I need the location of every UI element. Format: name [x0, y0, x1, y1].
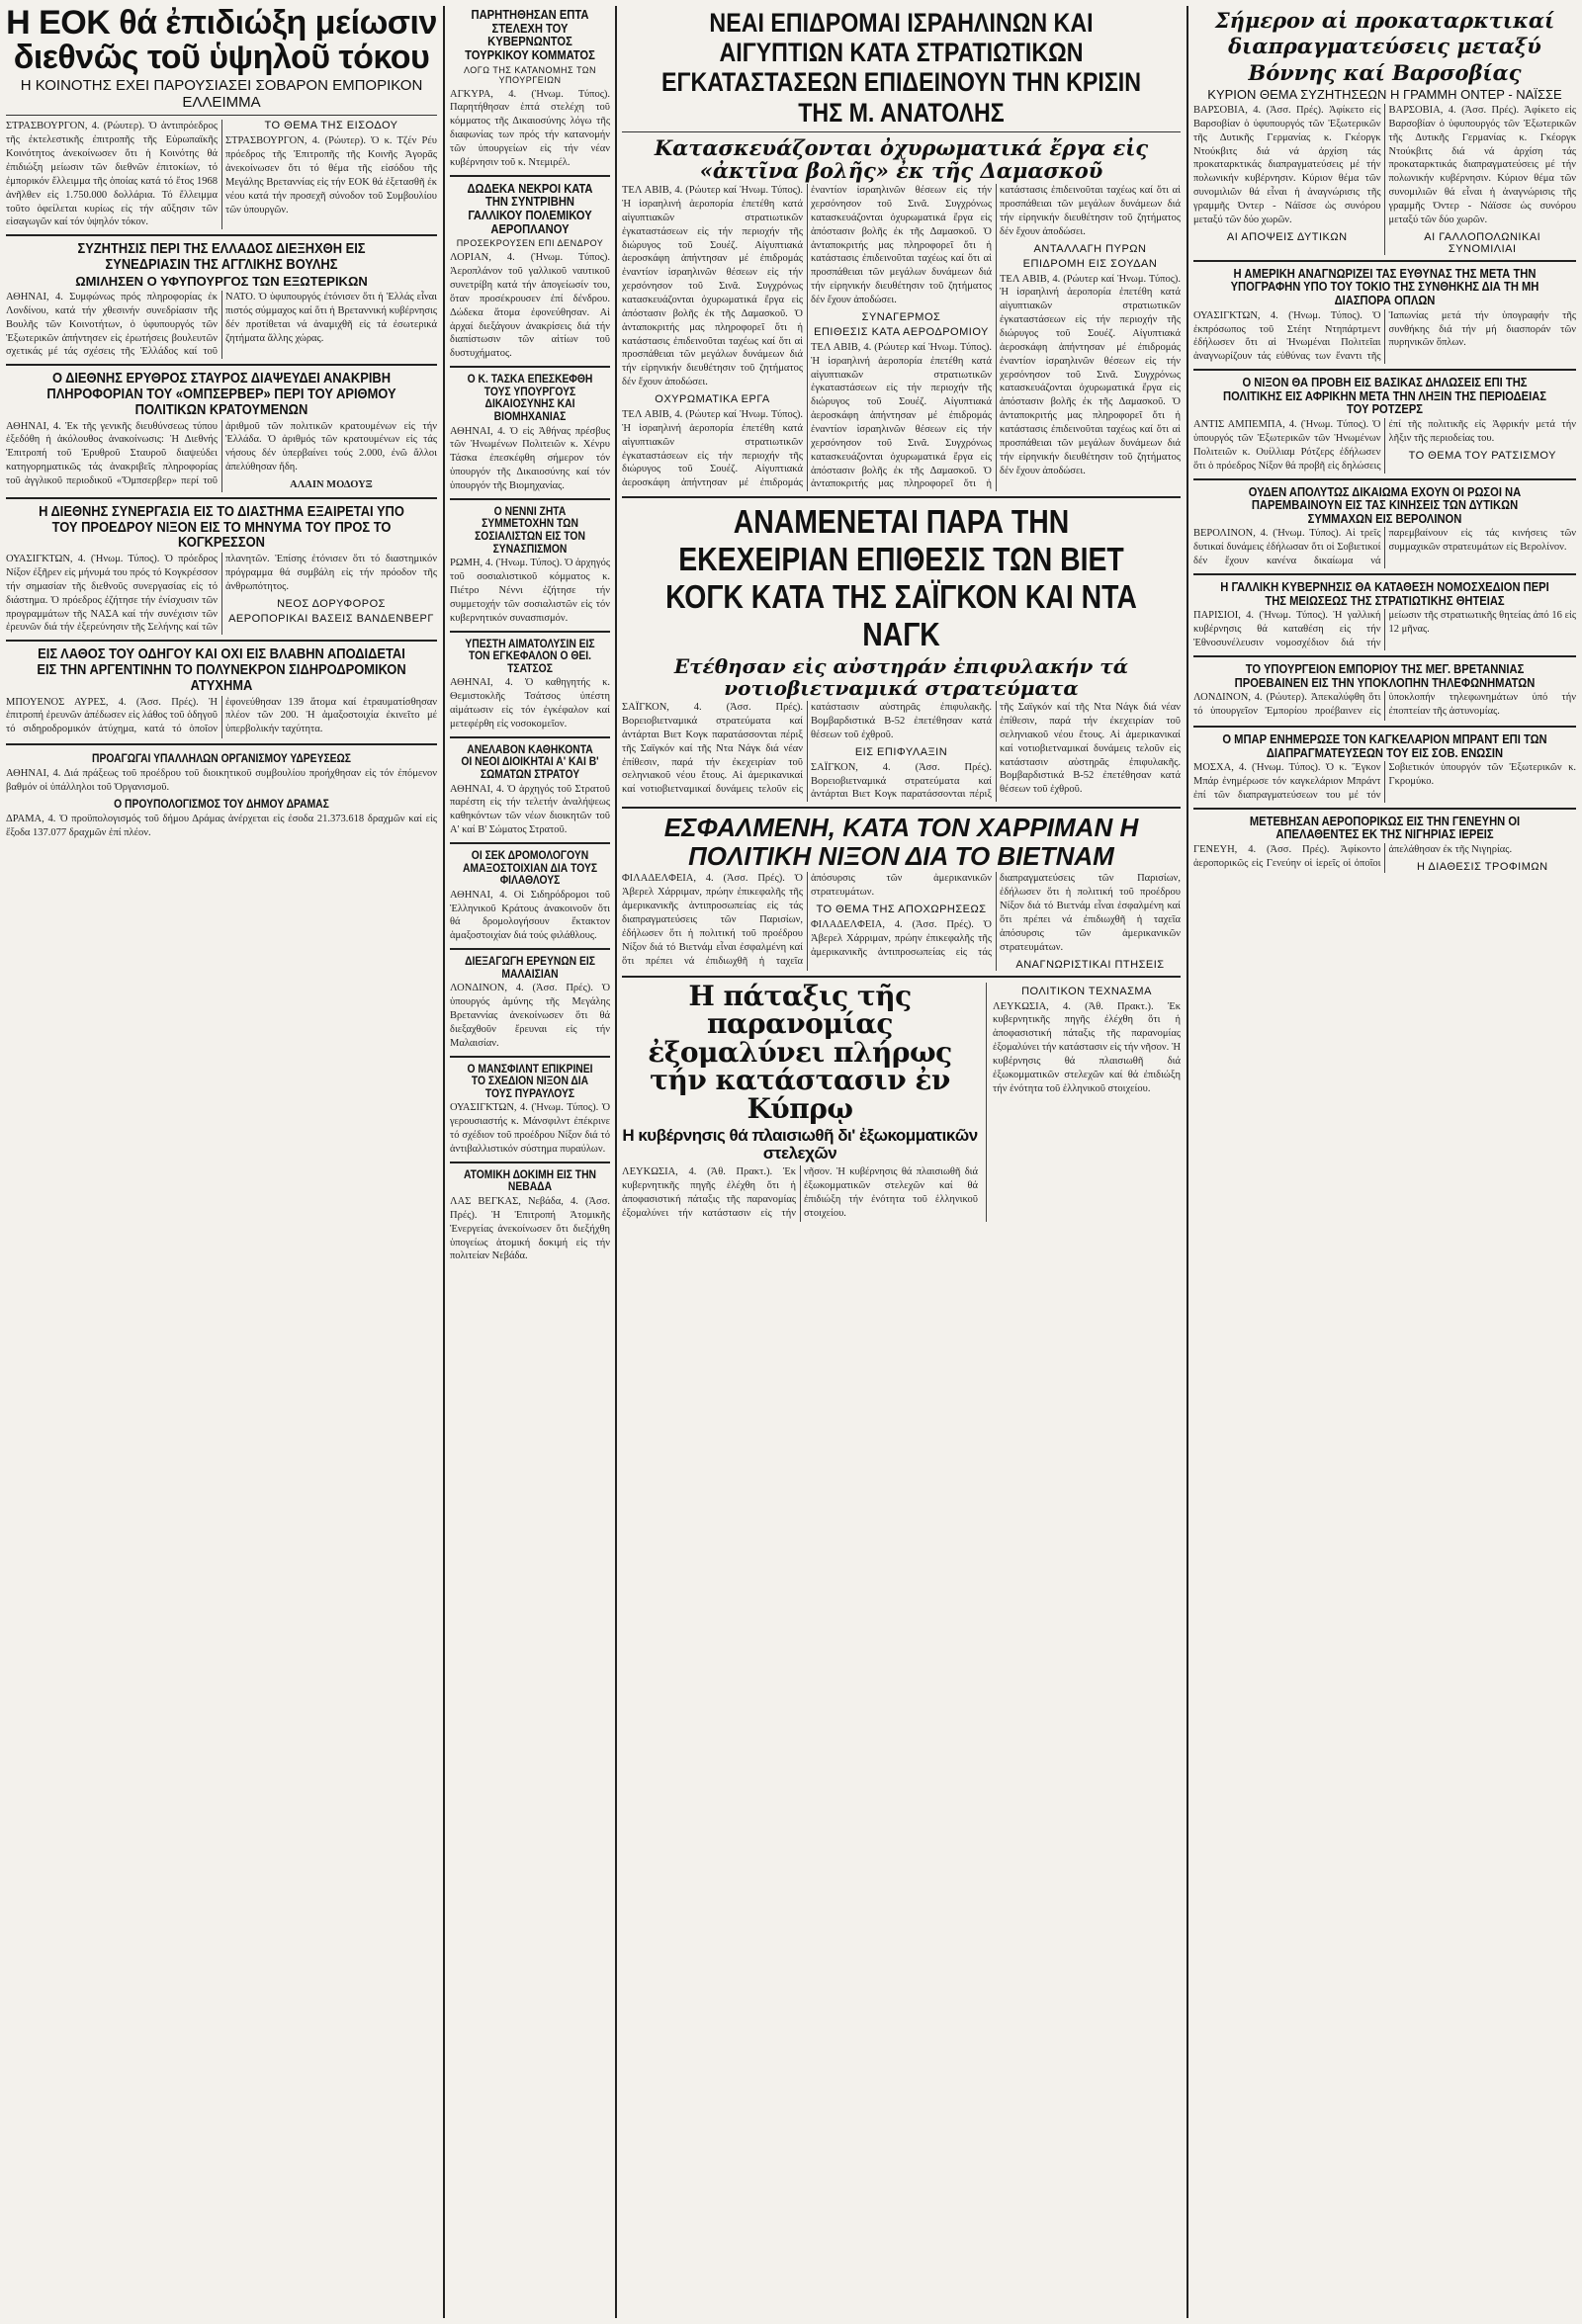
space-rubric-1: ΝΕΟΣ ΔΟΡΥΦΟΡΟΣ — [277, 597, 386, 610]
divider — [450, 631, 610, 633]
eok-rubric: ΤΟ ΘΕΜΑ ΤΗΣ ΕΙΣΟΔΟΥ — [264, 120, 398, 132]
cyprus-body: ΛΕΥΚΩΣΙΑ, 4. (Ἀθ. Πρακτ.). Ἐκ κυβερνητικῆς πηγῆς ἐλέχθη ὅτι ἡ ἀποφασιστική πάταξις τῆς παρανομίας ἐξομαλύνει τήν κατάστασιν εἰς τήν νῆσον. Ἡ κυβέρνησις θά πλαισιωθῆ διά ἐξωκομματικῶν στελεχῶν καί θά ἐπιδιώξη τήν ἐνότητα τοῦ ἑλληνικοῦ στοιχείου. — [622, 1165, 978, 1219]
harriman-headline: ΕΣΦΑΛΜΕΝΗ, ΚΑΤΑ ΤΟΝ ΧΑΡΡΙΜΑΝ Η ΠΟΛΙΤΙΚΗ ΝΙΞΟΝ ΔΙΑ ΤΟ ΒΙΕΤΝΑΜ — [663, 813, 1139, 871]
divider — [622, 131, 1181, 132]
blood-headline: ΥΠΕΣΤΗ ΑΙΜΑΤΟΛΥΣΙΝ ΕΙΣ ΤΟΝ ΕΓΚΕΦΑΛΟΝ Ο ΘΕΙ. ΤΣΑΤΣΟΣ — [465, 636, 595, 675]
malaysia-headline: ΔΙΕΞΑΓΩΓΗ ΕΡΕΥΝΩΝ ΕΙΣ ΜΑΛΑΙΣΙΑΝ — [465, 954, 595, 981]
divider — [450, 175, 610, 177]
npt-body: ΟΥΑΣΙΓΚΤΩΝ, 4. (Ἡνωμ. Τύπος). Ὁ ἐκπρόσωπος τοῦ Στέητ Ντηπάρτμεντ ἐδήλωσεν ὅτι αἱ Ἡνωμέναι Πολιτεῖαι ἀναγνωρίζουν τάς εὐθύνας των ἔναντι τῆς Ἰαπωνίας μετά τήν ὑπογραφήν τῆς συνθήκης διά τήν μή διασποράν τῶν πυρηνικῶν ὅπλων. — [1193, 309, 1576, 363]
main-body-repeat-1: ΤΕΛ ΑΒΙΒ, 4. (Ρώυτερ καί Ἡνωμ. Τύπος). Ἡ ἰσραηλινή ἀεροπορία ἐπετέθη κατά αἰγυπτιακῶν στρατιωτικῶν ἐγκαταστάσεων εἰς τήν περιοχήν τῆς διώρυγος τοῦ Σουέζ. Αἰγυπτιακά ἀεροσκάφη ἀπήντησαν μέ ἐπιδρομάς ἐναντίον ἰσραηλινῶν θέσεων εἰς τήν χερσόνησον τοῦ Σινᾶ. Συγχρόνως κατασκευάζονται ὀχυρωματικά ἔργα εἰς ἀπόστασιν βολῆς ἐκ τῆς Δαμασκοῦ. Ὁ ἀνταποκριτής μας πληροφορεῖ ὅτι ἡ κατάστασις ἐπιδεινοῦται ταχέως καί ὅτι αἱ προσπάθειαι τῶν μεγάλων δυνάμεων διά τήν εἰρηνικήν διευθέτησιν τοῦ ζητήματος δέν ἔχουν ἀποδώσει. — [622, 185, 992, 489]
harriman-rubric-2: ΑΝΑΓΝΩΡΙΣΤΙΚΑΙ ΠΤΗΣΕΙΣ — [1015, 958, 1165, 971]
space-rubric-2: ΑΕΡΟΠΟΡΙΚΑΙ ΒΑΣΕΙΣ ΒΑΝΔΕΝΒΕΡΓ — [228, 612, 434, 625]
france-body: ΠΑΡΙΣΙΟΙ, 4. (Ἡνωμ. Τύπος). Ἡ γαλλική κυβέρνησις θά καταθέση εἰς τήν Ἐθνοσυνέλευσιν νομοσχέδιον διά τήν μείωσιν τῆς στρατιωτικῆς θητείας ἀπό 16 εἰς 12 μῆνας. — [1193, 610, 1576, 648]
main-rubric-5: ΕΠΙΔΡΟΜΗ ΕΙΣ ΣΟΥΔΑΝ — [1022, 257, 1158, 270]
mansfield-headline: Ο ΜΑΝΣΦΙΛΝΤ ΕΠΙΚΡΙΝΕΙ ΤΟ ΣΧΕΔΙΟΝ ΝΙΞΟΝ ΔΙΑ ΤΟΥΣ ΠΥΡΑΥΛΟΥΣ — [467, 1061, 593, 1100]
water-brief — [6, 750, 437, 844]
vietcong-body: ΣΑΪΓΚΟΝ, 4. (Ἀσσ. Πρές). Βορειοβιετναμικά στρατεύματα καί ἀντάρται Βιετ Κογκ παρατάσσονται πέριξ τῆς Σαϊγκόν καί τῆς Ντα Νάγκ διά νέαν ἐπίθεσιν, παρά τήν ἐκεχειρίαν τοῦ σεληνιακοῦ νέου ἔτους. Αἱ ἀμερικανικαί καί νοτιοβιετναμικαί δυνάμεις τελοῦν εἰς κατάστασιν αὐστηρᾶς ἐπιφυλακῆς. Βομβαρδιστικά Β-52 ἐπετέθησαν κατά θέσεων τοῦ ἐχθροῦ. — [622, 702, 992, 796]
main-article — [622, 184, 1181, 491]
water-headline: ΠΡΟΑΓΩΓΑΙ ΥΠΑΛΛΗΛΩΝ ΟΡΓΑΝΙΣΜΟΥ ΥΔΡΕΥΣΕΩΣ — [91, 751, 352, 766]
main-headline: ΝΕΑΙ ΕΠΙΔΡΟΜΑΙ ΙΣΡΑΗΛΙΝΩΝ ΚΑΙ ΑΙΓΥΠΤΙΩΝ ΚΑΤΑ ΣΤΡΑΤΙΩΤΙΚΩΝ ΕΓΚΑΤΑΣΤΑΣΕΩΝ ΕΠΙΔΕΙΝΟΥΝ ΤΗΝ ΚΡΙΣΙΝ ΤΗΣ Μ. ΑΝΑΤΟΛΗΣ — [661, 8, 1141, 128]
divider — [622, 976, 1181, 978]
npt-headline: Η ΑΜΕΡΙΚΗ ΑΝΑΓΝΩΡΙΖΕΙ ΤΑΣ ΕΥΘΥΝΑΣ ΤΗΣ ΜΕΤΑ ΤΗΝ ΥΠΟΓΡΑΦΗΝ ΥΠΟ ΤΟΥ ΤΟΚΙΟ ΤΗΣ ΣΥΝΘΗΚΗΣ ΔΙΑ ΤΗ ΜΗ ΔΙΑΣΠΟΡΑ ΟΠΛΩΝ — [1230, 265, 1539, 308]
cyprus-rubric: ΠΟΛΙΤΙΚΟΝ ΤΕΧΝΑΣΜΑ — [1021, 985, 1152, 997]
budget-headline: Ο ΠΡΟΥΠΟΛΟΓΙΣΜΟΣ ΤΟΥ ΔΗΜΟΥ ΔΡΑΜΑΣ — [114, 797, 329, 812]
redcross-article — [6, 420, 437, 492]
turkey-subheadline: ΛΟΓΩ ΤΗΣ ΚΑΤΑΝΟΜΗΣ ΤΩΝ ΥΠΟΥΡΓΕΙΩΝ — [463, 64, 597, 85]
mansfield-body: ΟΥΑΣΙΓΚΤΩΝ, 4. (Ἡνωμ. Τύπος). Ὁ γερουσιαστής κ. Μάνσφιλντ ἐπέκρινε τό σχέδιον τοῦ προέδρου Νίξον διά τό ἀντιβαλλιστικόν σύστημα πυραύλων. — [450, 1102, 610, 1155]
africa-headline: Ο ΝΙΞΟΝ ΘΑ ΠΡΟΒΗ ΕΙΣ ΒΑΣΙΚΑΣ ΔΗΛΩΣΕΙΣ ΕΠΙ ΤΗΣ ΠΟΛΙΤΙΚΗΣ ΕΙΣ ΑΦΡΙΚΗΝ ΜΕΤΑ ΤΗΝ ΛΗΞΙΝ ΤΗΣ ΠΕΡΙΟΔΕΙΑΣ ΤΟΥ ΡΟΤΖΕΡΣ — [1223, 375, 1546, 417]
eok-article — [6, 120, 437, 229]
divider — [1193, 369, 1576, 371]
nenni-headline: Ο ΝΕΝΝΙ ΖΗΤΑ ΣΥΜΜΕΤΟΧΗΝ ΤΩΝ ΣΟΣΙΑΛΙΣΤΩΝ ΕΙΣ ΤΟΝ ΣΥΝΑΣΠΙΣΜΟΝ — [475, 503, 585, 556]
divider — [6, 743, 437, 745]
talks-article — [1193, 104, 1576, 255]
berlin-headline: ΟΥΔΕΝ ΑΠΟΛΥΤΩΣ ΔΙΚΑΙΩΜΑ ΕΧΟΥΝ ΟΙ ΡΩΣΟΙ ΝΑ ΠΑΡΕΜΒΑΙΝΟΥΝ ΕΙΣ ΤΑΣ ΚΙΝΗΣΕΙΣ ΤΩΝ ΔΥΤΙΚΩΝ ΣΥΜΜΑΧΩΝ ΕΙΣ ΒΕΡΟΛΙΝΟΝ — [1248, 483, 1522, 526]
space-body: ΟΥΑΣΙΓΚΤΩΝ, 4. (Ἡνωμ. Τύπος). Ὁ πρόεδρος Νίξον ἐξῆρεν εἰς μήνυμά του πρός τό Κογκρέσσον τήν σημασίαν τῆς διεθνοῦς συνεργασίας εἰς τό διάστημα. Ὁ πρόεδρος ἐζήτησε τήν ἐνίσχυσιν τῶν προγραμμάτων τῆς ΝΑΣΑ καί τήν συνέχισιν τῶν ἐρευνῶν διά τήν ἐξερεύνησιν τῆς Σελήνης καί τῶν πλανητῶν. Ἐπίσης ἐτόνισεν ὅτι τό διαστημικόν πρόγραμμα θά συμβάλη εἰς τήν πρόοδον τῆς ἀνθρωπότητος. — [6, 554, 437, 634]
column-3 — [622, 6, 1181, 2318]
argentina-headline: ΕΙΣ ΛΑΘΟΣ ΤΟΥ ΟΔΗΓΟΥ ΚΑΙ ΟΧΙ ΕΙΣ ΒΛΑΒΗΝ ΑΠΟΔΙΔΕΤΑΙ ΕΙΣ ΤΗΝ ΑΡΓΕΝΤΙΝΗΝ ΤΟ ΠΟΛΥΝΕΚΡΟΝ ΣΙΔΗΡΟΔΡΟΜΙΚΟΝ ΑΤΥΧΗΜΑ — [37, 646, 406, 694]
brandt-headline: Ο ΜΠΑΡ ΕΝΗΜΕΡΩΣΕ ΤΟΝ ΚΑΓΚΕΛΑΡΙΟΝ ΜΠΡΑΝΤ ΕΠΙ ΤΩΝ ΔΙΑΠΡΑΓΜΑΤΕΥΣΕΩΝ ΤΟΥ ΕΙΣ ΣΟΒ. ΕΝΩΣΙΝ — [1222, 731, 1547, 760]
uk-article — [6, 291, 437, 359]
main-rubric-2: ΣΥΝΑΓΕΡΜΟΣ — [861, 310, 941, 323]
france-article — [1193, 609, 1576, 650]
divider — [450, 366, 610, 368]
divider — [1193, 478, 1576, 480]
divider — [450, 842, 610, 844]
vietcong-article — [622, 701, 1181, 802]
talks-rubric-2: ΑΙ ΓΑΛΛΟΠΟΛΩΝΙΚΑΙ ΣΥΝΟΜΙΛΙΑΙ — [1424, 230, 1541, 255]
nenni-body: ΡΩΜΗ, 4. (Ἡνωμ. Τύπος). Ὁ ἀρχηγός τοῦ σοσιαλιστικοῦ κόμματος κ. Πιέτρο Νέννι ἐζήτησε τήν συμμετοχήν τῶν σοσιαλιστῶν εἰς τόν κυβερνητικόν συνασπισμόν. — [450, 558, 610, 624]
column-rule — [1186, 6, 1188, 2318]
harriman-body: ΦΙΛΑΔΕΛΦΕΙΑ, 4. (Ἀσσ. Πρές). Ὁ Ἀβερελ Χάρριμαν, πρώην ἐπικεφαλῆς τῆς ἀμερικανικῆς ἀντιπροσωπείας εἰς τάς διαπραγματεύσεις τῶν Παρισίων, ἐδήλωσεν ὅτι ἡ πολιτική τοῦ προέδρου Νίξον διά τό Βιετνάμ εἶναι ἐσφαλμένη καί ὅτι πρέπει νά ἐπιδιωχθῆ ἡ ταχεῖα ἀπόσυρσις τῶν ἀμερικανικῶν στρατευμάτων. — [622, 873, 992, 967]
africa-rubric: ΤΟ ΘΕΜΑ ΤΟΥ ΡΑΤΣΙΣΜΟΥ — [1408, 449, 1556, 462]
column-rule — [615, 6, 617, 2318]
argentina-body: ΜΠΟΥΕΝΟΣ ΑΥΡΕΣ, 4. (Ἀσσ. Πρές). Ἡ ἐπιτροπή ἐρευνῶν ἀπέδωσεν εἰς λάθος τοῦ ὁδηγοῦ τό σιδηροδρομικόν ἀτύχημα, κατά τό ὁποῖον ἐφονεύθησαν 139 ἄτομα καί ἐτραυματίσθησαν πλέον τῶν 200. Ἡ ἁμαξοστοιχία ἐκινεῖτο μέ ὑπερβολικήν ταχύτητα. — [6, 696, 437, 735]
redcross-body: ΑΘΗΝΑΙ, 4. Ἐκ τῆς γενικῆς διευθύνσεως τύπου ἐξεδόθη ἡ ἀκόλουθος ἀνακοίνωσις: Ἡ Διεθνής Ἐπιτροπή τοῦ Ἐρυθροῦ Σταυροῦ διαψεύδει κατηγορηματικῶς τάς ἀνακριβεῖς πληροφορίας τοῦ ἀγγλικοῦ περιοδικοῦ «Ὄμπσερβερ» περί τοῦ ἀριθμοῦ τῶν πολιτικῶν κρατουμένων εἰς τήν Ἑλλάδα. Ὁ ἀριθμός τῶν κρατουμένων εἰς τάς νήσους δέν ὑπερβαίνει τούς 2.000, ἐνῶ ἄλλοι ἀπελύθησαν ἤδη. — [6, 420, 437, 486]
africa-article — [1193, 418, 1576, 473]
nigeria-rubric: Η ΔΙΑΘΕΣΙΣ ΤΡΟΦΙΜΩΝ — [1416, 860, 1548, 873]
army-body: ΑΘΗΝΑΙ, 4. Ὁ ἀρχηγός τοῦ Στρατοῦ παρέστη εἰς τήν τελετήν ἀναλήψεως καθηκόντων τῶν νέων διοικητῶν τοῦ Α' καί Β' Σώματος Στρατοῦ. — [450, 783, 610, 836]
nevada-body: ΛΑΣ ΒΕΓΚΑΣ, Νεβάδα, 4. (Ἀσσ. Πρές). Ἡ Ἐπιτροπή Ἀτομικῆς Ἐνεργείας ἀνεκοίνωσεν ὅτι διεξήχθη ὑπογείως ἀτομική δοκιμή εἰς τήν πολιτείαν Νεβάδα. — [450, 1196, 610, 1262]
divider — [450, 948, 610, 950]
nevada-headline: ΑΤΟΜΙΚΗ ΔΟΚΙΜΗ ΕΙΣ ΤΗΝ ΝΕΒΑΔΑ — [463, 1166, 597, 1194]
phone-headline: ΤΟ ΥΠΟΥΡΓΕΙΟΝ ΕΜΠΟΡΙΟΥ ΤΗΣ ΜΕΓ. ΒΡΕΤΑΝΝΙΑΣ ΠΡΟΕΒΑΙΝΕΝ ΕΙΣ ΤΗΝ ΥΠΟΚΛΟΠΗΝ ΤΗΛΕΦΩΝΗΜΑΤΩΝ — [1234, 660, 1536, 690]
cyprus-side — [986, 983, 1181, 1223]
vietcong-headline: ΑΝΑΜΕΝΕΤΑΙ ΠΑΡΑ ΤΗΝ ΕΚΕΧΕΙΡΙΑΝ ΕΠΙΘΕΣΙΣ ΤΩΝ ΒΙΕΤ ΚΟΓΚ ΚΑΤΑ ΤΗΣ ΣΑΪΓΚΟΝ ΚΑΙ ΝΤΑ ΝΑΓΚ — [665, 503, 1137, 653]
main-subheadline: Κατασκευάζονται ὀχυρωματικά ἔργα εἰς «ἀκτῖνα βολῆς» ἐκ τῆς Δαμασκοῦ — [654, 134, 1149, 184]
divider — [450, 1056, 610, 1058]
eok-body-2: ΣΤΡΑΣΒΟΥΡΓΟΝ, 4. (Ρώυτερ). Ὁ κ. Τζέν Ρέυ πρόεδρος τῆς Ἐπιτροπῆς τῆς Κοινῆς Ἀγορᾶς ἀνεκοίνωσεν ὅτι τό θέμα τῆς εἰσόδου τῆς Μεγάλης Βρεταννίας εἰς τήν ΕΟΚ θά ἐξετασθῆ ἐκ νέου κατά τήν προσεχῆ σύνοδον τοῦ Συμβουλίου τῶν ὑπουργῶν. — [225, 135, 437, 215]
eok-headline: Η ΕΟΚ θά ἐπιδιώξη μείωσιν διεθνῶς τοῦ ὑψηλοῦ τόκου — [6, 6, 437, 76]
divider — [450, 1162, 610, 1163]
column-2 — [450, 6, 610, 2318]
talks-headline: Σήμερον αἱ προκαταρκτικαί διαπραγματεύσεις μεταξύ Βόννης καί Βαρσοβίας — [1214, 8, 1555, 85]
malaysia-body: ΛΟΝΔΙΝΟΝ, 4. (Ἀσσ. Πρές). Ὁ ὑπουργός ἀμύνης τῆς Μεγάλης Βρεταννίας ἀνεκοίνωσεν ὅτι θά διεξαχθοῦν ἔρευναι εἰς τήν Μαλαισίαν. — [450, 983, 610, 1049]
cyprus-headline: Η πάταξις τῆς παρανομίας ἐξομαλύνει πλήρως τήν κατάστασιν ἐν Κύπρῳ — [648, 979, 952, 1125]
divider — [622, 807, 1181, 809]
vietcong-body-repeat: ΣΑΪΓΚΟΝ, 4. (Ἀσσ. Πρές). Βορειοβιετναμικά στρατεύματα καί ἀντάρται Βιετ Κογκ παρατάσσονται πέριξ τῆς Σαϊγκόν καί τῆς Ντα Νάγκ διά νέαν ἐπίθεσιν, παρά τήν ἐκεχειρίαν τοῦ σεληνιακοῦ νέου ἔτους. Αἱ ἀμερικανικαί καί νοτιοβιετναμικαί δυνάμεις τελοῦν εἰς κατάστασιν αὐστηρᾶς ἐπιφυλακῆς. Βομβαρδιστικά Β-52 ἐπετέθησαν κατά θέσεων τοῦ ἐχθροῦ. — [811, 702, 1181, 801]
turkey-body: ΑΓΚΥΡΑ, 4. (Ἡνωμ. Τύπος). Παρητήθησαν ἑπτά στελέχη τοῦ κόμματος τῆς Δικαιοσύνης λόγω τῆς διαφωνίας των πρός τήν κατανομήν τῶν ὑπουργείων εἰς τήν νέαν κυβέρνησιν τοῦ κ. Ντεμιρέλ. — [450, 88, 610, 168]
vietcong-rubric: ΕΙΣ ΕΠΙΦΥΛΑΞΙΝ — [854, 745, 948, 758]
turkey-headline: ΠΑΡΗΤΗΘΗΣΑΝ ΕΠΤΑ ΣΤΕΛΕΧΗ ΤΟΥ ΚΥΒΕΡΝΩΝΤΟΣ ΤΟΥΡΚΙΚΟΥ ΚΟΜΜΑΤΟΣ — [465, 7, 595, 62]
main-rubric-1: ΟΧΥΡΩΜΑΤΙΚΑ ΕΡΓΑ — [655, 393, 770, 406]
taska-headline: Ο Κ. ΤΑΣΚΑ ΕΠΕΣΚΕΦΘΗ ΤΟΥΣ ΥΠΟΥΡΓΟΥΣ ΔΙΚΑΙΟΣΥΝΗΣ ΚΑΙ ΒΙΟΜΗΧΑΝΙΑΣ — [467, 372, 593, 423]
nigeria-headline: ΜΕΤΕΒΗΣΑΝ ΑΕΡΟΠΟΡΙΚΩΣ ΕΙΣ ΤΗΝ ΓΕΝΕΥΗΝ ΟΙ ΑΠΕΛΑΘΕΝΤΕΣ ΕΚ ΤΗΣ ΝΙΓΗΡΙΑΣ ΙΕΡΕΙΣ — [1249, 813, 1521, 842]
talks-body-repeat: ΒΑΡΣΟΒΙΑ, 4. (Ἀσσ. Πρές). Ἀφίκετο εἰς Βαρσοβίαν ὁ ὑφυπουργός τῶν Ἐξωτερικῶν τῆς Δυτικῆς Γερμανίας κ. Γκέοργκ Ντούκβιτς διά νά ἀρχίση τάς προκαταρκτικάς διαπραγματεύσεις μέ τήν πολωνικήν κυβέρνησιν. Κύριον θέμα τῶν συνομιλιῶν θά εἶναι ἡ ἀναγνώρισις τῆς γραμμῆς Όντερ - Νάϊσσε ὡς συνόρου μεταξύ τῶν δύο χωρῶν. — [1388, 105, 1576, 225]
divider — [6, 497, 437, 499]
vietcong-subheadline: Ετέθησαν εἰς αὐστηράν ἐπιφυλακήν τά νοτιοβιετναμικά στρατεύματα — [673, 654, 1129, 701]
main-body-repeat-2: ΤΕΛ ΑΒΙΒ, 4. (Ρώυτερ καί Ἡνωμ. Τύπος). Ἡ ἰσραηλινή ἀεροπορία ἐπετέθη κατά αἰγυπτιακῶν στρατιωτικῶν ἐγκαταστάσεων εἰς τήν περιοχήν τῆς διώρυγος τοῦ Σουέζ. Αἰγυπτιακά ἀεροσκάφη ἀπήντησαν μέ ἐπιδρομάς ἐναντίον ἰσραηλινῶν θέσεων εἰς τήν χερσόνησον τοῦ Σινᾶ. Συγχρόνως κατασκευάζονται ὀχυρωματικά ἔργα εἰς ἀπόστασιν βολῆς ἐκ τῆς Δαμασκοῦ. Ὁ ἀνταποκριτής μας πληροφορεῖ ὅτι ἡ κατάστασις ἐπιδεινοῦται ταχέως καί ὅτι αἱ προσπάθειαι τῶν μεγάλων δυνάμεων διά τήν εἰρηνικήν διευθέτησιν τοῦ ζητήματος δέν ἔχουν ἀποδώσει. — [811, 185, 1181, 490]
column-4 — [1193, 6, 1576, 2318]
budget-body: ΔΡΑΜΑ, 4. Ὁ προϋπολογισμός τοῦ δήμου Δράμας ἀνέρχεται εἰς ἐσοδα 21.373.618 δραχμῶν καί εἰς ἔξοδα 137.077 δραχμῶν ἐπί πλέον. — [6, 814, 437, 838]
crash-body: ΛΟΡΙΑΝ, 4. (Ἡνωμ. Τύπος). Ἀεροπλάνον τοῦ γαλλικοῦ ναυτικοῦ συνετρίβη κατά τήν ἀπογείωσίν του, ὅταν προσέκρουσεν ἐπί δένδρου. Δώδεκα ἄτομα ἐφονεύθησαν. Αἱ ἀρχαί διεξάγουν ἀνακρίσεις διά τήν διαπίστωσιν τῶν αἰτίων τοῦ δυστυχήματος. — [450, 252, 610, 360]
taska-body: ΑΘΗΝΑΙ, 4. Ὁ εἰς Ἀθήνας πρέσβυς τῶν Ἡνωμένων Πολιτειῶν κ. Χένρυ Τάσκα ἐπεσκέφθη σήμερον τόν ὑπουργόν τῆς Δικαιοσύνης καί τόν ὑπουργόν τῆς Βιομηχανίας. — [450, 425, 610, 491]
divider — [6, 115, 437, 116]
column-rule — [443, 6, 445, 2318]
blood-body: ΑΘΗΝΑΙ, 4. Ὁ καθηγητής κ. Θεμιστοκλῆς Τσάτσος ὑπέστη αἱμάτωσιν εἰς τόν ἐγκέφαλον καί μετεφέρθη εἰς νοσοκομεῖον. — [450, 677, 610, 730]
main-body-repeat-3: ΤΕΛ ΑΒΙΒ, 4. (Ρώυτερ καί Ἡνωμ. Τύπος). Ἡ ἰσραηλινή ἀεροπορία ἐπετέθη κατά αἰγυπτιακῶν στρατιωτικῶν ἐγκαταστάσεων εἰς τήν περιοχήν τῆς διώρυγος τοῦ Σουέζ. Αἰγυπτιακά ἀεροσκάφη ἀπήντησαν μέ ἐπιδρομάς ἐναντίον ἰσραηλινῶν θέσεων εἰς τήν χερσόνησον τοῦ Σινᾶ. Συγχρόνως κατασκευάζονται ὀχυρωματικά ἔργα εἰς ἀπόστασιν βολῆς ἐκ τῆς Δαμασκοῦ. Ὁ ἀνταποκριτής μας πληροφορεῖ ὅτι ἡ κατάστασις ἐπιδεινοῦται ταχέως καί ὅτι αἱ προσπάθειαι τῶν μεγάλων δυνάμεων διά τήν εἰρηνικήν διευθέτησιν τοῦ ζητήματος δέν ἔχουν ἀποδώσει. — [1000, 273, 1181, 476]
brandt-article — [1193, 761, 1576, 803]
phone-body: ΛΟΝΔΙΝΟΝ, 4. (Ρώυτερ). Ἀπεκαλύφθη ὅτι τό ὑπουργεῖον Ἐμπορίου προέβαινεν εἰς ὑποκλοπήν τηλεφωνημάτων ὑπό τήν ἐποπτείαν τῆς ἀστυνομίας. — [1193, 692, 1576, 717]
crash-subheadline: ΠΡΟΣΕΚΡΟΥΣΕΝ ΕΠΙ ΔΕΝΔΡΟΥ — [456, 238, 604, 249]
talks-body: ΒΑΡΣΟΒΙΑ, 4. (Ἀσσ. Πρές). Ἀφίκετο εἰς Βαρσοβίαν ὁ ὑφυπουργός τῶν Ἐξωτερικῶν τῆς Δυτικῆς Γερμανίας κ. Γκέοργκ Ντούκβιτς διά νά ἀρχίση τάς προκαταρκτικάς διαπραγματεύσεις μέ τήν πολωνικήν κυβέρνησιν. Κύριον θέμα τῶν συνομιλιῶν θά εἶναι ἡ ἀναγνώρισις τῆς γραμμῆς Όντερ - Νάϊσσε ὡς συνόρου μεταξύ τῶν δύο χωρῶν. — [1193, 105, 1381, 225]
argentina-article — [6, 696, 437, 739]
main-body: ΤΕΛ ΑΒΙΒ, 4. (Ρώυτερ καί Ἡνωμ. Τύπος). Ἡ ἰσραηλινή ἀεροπορία ἐπετέθη κατά αἰγυπτιακῶν στρατιωτικῶν ἐγκαταστάσεων εἰς τήν περιοχήν τῆς διώρυγος τοῦ Σουέζ. Αἰγυπτιακά ἀεροσκάφη ἀπήντησαν μέ ἐπιδρομάς ἐναντίον ἰσραηλινῶν θέσεων εἰς τήν χερσόνησον τοῦ Σινᾶ. Συγχρόνως κατασκευάζονται ὀχυρωματικά ἔργα εἰς ἀπόστασιν βολῆς ἐκ τῆς Δαμασκοῦ. Ὁ ἀνταποκριτής μας πληροφορεῖ ὅτι ἡ κατάστασις ἐπιδεινοῦται ταχέως καί ὅτι αἱ προσπάθειαι τῶν μεγάλων δυνάμεων διά τήν εἰρηνικήν διευθέτησιν τοῦ ζητήματος δέν ἔχουν ἀποδώσει. — [622, 185, 803, 388]
uk-body: ΑΘΗΝΑΙ, 4. Συμφώνως πρός πληροφορίας ἐκ Λονδίνου, κατά τήν χθεσινήν συνεδρίασιν τῆς Βουλῆς τῶν Κοινοτήτων, ὁ ὑφυπουργός τῶν Ἐξωτερικῶν ἀπήντησεν εἰς ἐρωτήσεις βουλευτῶν σχετικάς μέ τάς σχέσεις τῆς Ἑλλάδος καί τοῦ ΝΑΤΟ. Ὁ ὑφυπουργός ἐτόνισεν ὅτι ἡ Ἑλλάς εἶναι πιστός σύμμαχος καί ὅτι ἡ Βρεταννική κυβέρνησις δέν προτίθεται νά ἀναμιχθῆ εἰς τά ἐσωτερικά ζητήματα ἄλλης χώρας. — [6, 292, 437, 358]
divider — [450, 498, 610, 500]
racing-body: ΑΘΗΝΑΙ, 4. Οἱ Σιδηρόδρομοι τοῦ Ἑλληνικοῦ Κράτους ἀνακοινοῦν ὅτι θά δρομολογήσουν ἔκτακτον ἁμαξοστοιχίαν διά τούς φιλάθλους. — [450, 889, 610, 942]
divider — [1193, 726, 1576, 728]
harriman-rubric-1: ΤΟ ΘΕΜΑ ΤΗΣ ΑΠΟΧΩΡΗΣΕΩΣ — [816, 904, 987, 916]
berlin-article — [1193, 527, 1576, 568]
divider — [6, 640, 437, 642]
cyprus-body-side: ΛΕΥΚΩΣΙΑ, 4. (Ἀθ. Πρακτ.). Ἐκ κυβερνητικῆς πηγῆς ἐλέχθη ὅτι ἡ ἀποφασιστική πάταξις τῆς παρανομίας ἐξομαλύνει τήν κατάστασιν εἰς τήν νῆσον. Ἡ κυβέρνησις θά πλαισιωθῆ διά ἐξωκομματικῶν στελεχῶν καί θά ἐπιδιώξη τήν ἐνότητα τοῦ ἑλληνικοῦ στοιχείου. — [993, 1000, 1181, 1094]
africa-body: ΑΝΤΙΣ ΑΜΠΕΜΠΑ, 4. (Ἡνωμ. Τύπος). Ὁ ὑπουργός τῶν Ἐξωτερικῶν τῶν Ἡνωμένων Πολιτειῶν κ. Ουίλλιαμ Ρότζερς ἐδήλωσεν ὅτι ὁ πρόεδρος Νίξον θά προβῆ εἰς δηλώσεις ἐπί τῆς πολιτικῆς εἰς Ἀφρικήν μετά τήν λῆξιν τῆς περιοδείας του. — [1193, 419, 1576, 472]
divider — [6, 364, 437, 366]
france-headline: Η ΓΑΛΛΙΚΗ ΚΥΒΕΡΝΗΣΙΣ ΘΑ ΚΑΤΑΘΕΣΗ ΝΟΜΟΣΧΕΔΙΟΝ ΠΕΡΙ ΤΗΣ ΜΕΙΩΣΕΩΣ ΤΗΣ ΣΤΡΑΤΙΩΤΙΚΗΣ ΘΗΤΕΙΑΣ — [1220, 579, 1549, 608]
phone-article — [1193, 691, 1576, 721]
eok-body: ΣΤΡΑΣΒΟΥΡΓΟΝ, 4. (Ρώυτερ). Ὁ ἀντιπρόεδρος τῆς ἐκτελεστικῆς ἐπιτροπῆς τῆς Εὐρωπαϊκῆς Κοινότητος ἀνεκοίνωσεν ὅτι ἡ Κοινότης θά ἐπιδιώξη μείωσιν τῶν διεθνῶν ἐπιτοκίων, τό ἐμπορικόν ἔλλειμμα τῆς ὁποίας κατά τό ἔτος 1968 ἀνῆλθεν εἰς 1.750.000 δολλάρια. Τό ἔλλειμμα τοῦτο ὀφείλεται κυρίως εἰς τήν αὔξησιν τῶν εἰσαγωγῶν καί τόν ὑψηλόν τόκον. — [6, 121, 218, 228]
talks-subheadline: ΚΥΡΙΟΝ ΘΕΜΑ ΣΥΖΗΤΗΣΕΩΝ Η ΓΡΑΜΜΗ ΟΝΤΕΡ - ΝΑΪΣΣΕ — [1207, 86, 1562, 102]
redcross-headline: Ο ΔΙΕΘΝΗΣ ΕΡΥΘΡΟΣ ΣΤΑΥΡΟΣ ΔΙΑΨΕΥΔΕΙ ΑΝΑΚΡΙΒΗ ΠΛΗΡΟΦΟΡΙΑΝ ΤΟΥ «ΟΜΠΣΕΡΒΕΡ» ΠΕΡΙ ΤΟΥ ΑΡΙΘΜΟΥ ΠΟΛΙΤΙΚΩΝ ΚΡΑΤΟΥΜΕΝΩΝ — [46, 370, 396, 418]
harriman-body-repeat: ΦΙΛΑΔΕΛΦΕΙΑ, 4. (Ἀσσ. Πρές). Ὁ Ἀβερελ Χάρριμαν, πρώην ἐπικεφαλῆς τῆς ἀμερικανικῆς ἀντιπροσωπείας εἰς τάς διαπραγματεύσεις τῶν Παρισίων, ἐδήλωσεν ὅτι ἡ πολιτική τοῦ προέδρου Νίξον διά τό Βιετνάμ εἶναι ἐσφαλμένη καί ὅτι πρέπει νά ἐπιδιωχθῆ ἡ ταχεῖα ἀπόσυρσις τῶν ἀμερικανικῶν στρατευμάτων. — [811, 873, 1181, 958]
army-headline: ΑΝΕΛΑΒΟΝ ΚΑΘΗΚΟΝΤΑ ΟΙ ΝΕΟΙ ΔΙΟΙΚΗΤΑΙ Α' ΚΑΙ Β' ΣΩΜΑΤΩΝ ΣΤΡΑΤΟΥ — [461, 741, 599, 781]
brandt-body: ΜΟΣΧΑ, 4. (Ἡνωμ. Τύπος). Ὁ κ. Ἔγκον Μπάρ ἐνημέρωσε τόν καγκελάριον Μπράντ ἐπί τῶν διαπραγματεύσεων του μέ τόν Σοβιετικόν ὑπουργόν τῶν Ἐξωτερικῶν κ. Γκρομύκο. — [1193, 762, 1576, 801]
divider — [622, 496, 1181, 498]
uk-headline: ΣΥΖΗΤΗΣΙΣ ΠΕΡΙ ΤΗΣ ΕΛΛΑΔΟΣ ΔΙΕΞΗΧΘΗ ΕΙΣ ΣΥΝΕΔΡΙΑΣΙΝ ΤΗΣ ΑΓΓΛΙΚΗΣ ΒΟΥΛΗΣ — [77, 240, 366, 273]
harriman-article — [622, 872, 1181, 970]
main-rubric-4: ΑΝΤΑΛΛΑΓΗ ΠΥΡΩΝ — [1033, 242, 1147, 255]
signature: ΑΛΑΙΝ ΜΟΔΟΥΞ — [290, 479, 373, 490]
cyprus-subheadline: Η κυβέρνησις θά πλαισιωθῆ δι' ἐξωκομματικῶν στελεχῶν — [622, 1126, 978, 1162]
divider — [1193, 655, 1576, 657]
divider — [6, 234, 437, 236]
talks-rubric-1: ΑΙ ΑΠΟΨΕΙΣ ΔΥΤΙΚΩΝ — [1226, 230, 1348, 243]
divider — [1193, 260, 1576, 262]
main-rubric-3: ΕΠΙΘΕΣΙΣ ΚΑΤΑ ΑΕΡΟΔΡΟΜΙΟΥ — [814, 325, 989, 338]
nigeria-article — [1193, 843, 1576, 873]
berlin-body: ΒΕΡΟΛΙΝΟΝ, 4. (Ἡνωμ. Τύπος). Αἱ τρεῖς δυτικαί δυνάμεις ἐδήλωσαν ὅτι οἱ Σοβιετικοί δέν ἔχουν κανένα δικαίωμα νά παρεμβαίνουν εἰς τάς κινήσεις τῶν συμμαχικῶν στρατευμάτων εἰς Βερολίνον. — [1193, 528, 1576, 567]
cyprus-section — [622, 979, 1181, 1223]
cyprus-body-columns — [622, 1165, 978, 1222]
npt-article — [1193, 309, 1576, 364]
crash-headline: ΔΩΔΕΚΑ ΝΕΚΡΟΙ ΚΑΤΑ ΤΗΝ ΣΥΝΤΡΙΒΗΝ ΓΑΛΛΙΚΟΥ ΠΟΛΕΜΙΚΟΥ ΑΕΡΟΠΛΑΝΟΥ — [467, 180, 593, 236]
space-headline: Η ΔΙΕΘΝΗΣ ΣΥΝΕΡΓΑΣΙΑ ΕΙΣ ΤΟ ΔΙΑΣΤΗΜΑ ΕΞΑΙΡΕΤΑΙ ΥΠΟ ΤΟΥ ΠΡΟΕΔΡΟΥ ΝΙΞΟΝ ΕΙΣ ΤΟ ΜΗΝΥΜΑ ΤΟΥ ΠΡΟΣ ΤΟ ΚΟΓΚΡΕΣΣΟΝ — [39, 502, 404, 552]
column-1 — [6, 6, 437, 2318]
racing-headline: ΟΙ ΣΕΚ ΔΡΟΜΟΛΟΓΟΥΝ ΑΜΑΞΟΣΤΟΙΧΙΑΝ ΔΙΑ ΤΟΥΣ ΦΙΛΑΘΛΟΥΣ — [462, 847, 598, 888]
nigeria-body: ΓΕΝΕΥΗ, 4. (Ἀσσ. Πρές). Ἀφίκοντο ἀεροπορικῶς εἰς Γενεύην οἱ ἱερεῖς οἱ ὁποῖοι ἀπελάθησαν ἐκ τῆς Νιγηρίας. — [1193, 844, 1513, 869]
uk-subheadline: ΩΜΙΛΗΣΕΝ Ο ΥΦΥΠΟΥΡΓΟΣ ΤΩΝ ΕΞΩΤΕΡΙΚΩΝ — [75, 273, 368, 289]
divider — [1193, 573, 1576, 575]
divider — [450, 736, 610, 738]
divider — [1193, 808, 1576, 810]
eok-subheadline: Η ΚΟΙΝΟΤΗΣ ΕΧΕΙ ΠΑΡΟΥΣΙΑΣΕΙ ΣΟΒΑΡΟΝ ΕΜΠΟΡΙΚΟΝ ΕΛΛΕΙΜΜΑ — [20, 77, 423, 111]
cyprus-article — [622, 979, 978, 1223]
space-article — [6, 553, 437, 635]
water-body: ΑΘΗΝΑΙ, 4. Διά πράξεως τοῦ προέδρου τοῦ διοικητικοῦ συμβουλίου προήχθησαν εἰς τόν ἐπόμενον βαθμόν οἱ ὑπάλληλοι τοῦ Ὀργανισμοῦ. — [6, 767, 437, 793]
bottom-briefs — [6, 750, 437, 844]
